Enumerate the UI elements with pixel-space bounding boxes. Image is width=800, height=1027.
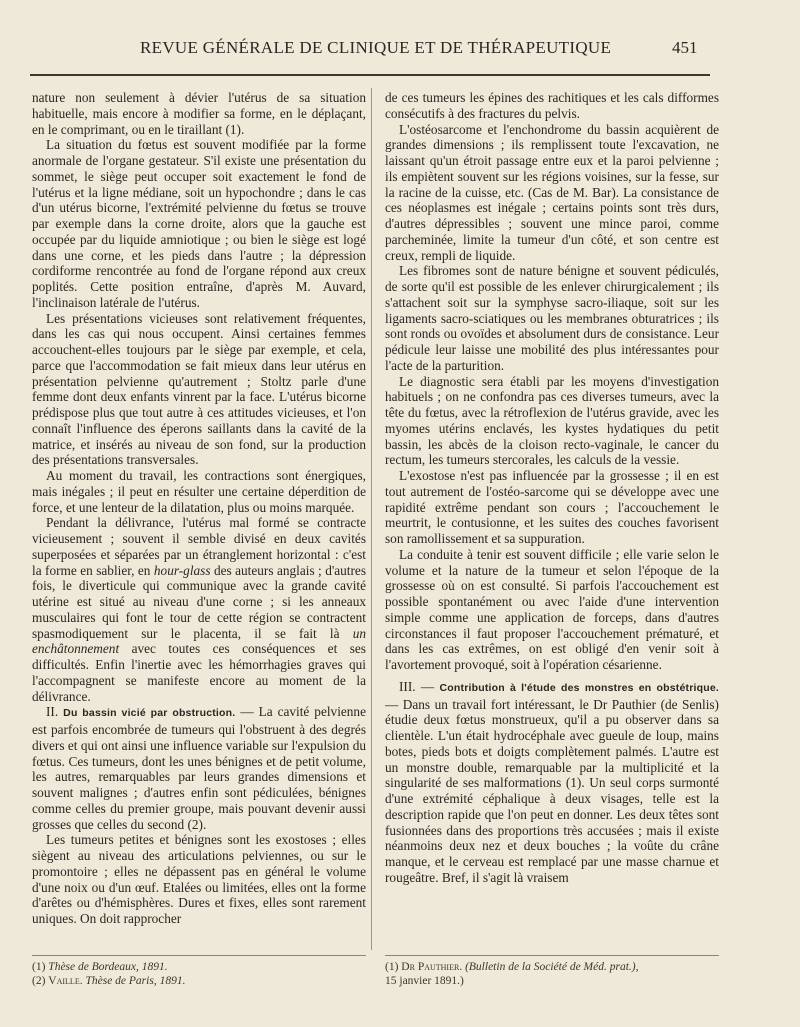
footnote-mark: (1) [32, 961, 49, 973]
section-number: II. [46, 704, 64, 720]
paragraph: L'ostéosarcome et l'enchondrome du bassin acquièrent de grandes dimensions ; ils remplissent toute l'excavation, ne laissant qu'un étroit passage entre eux et la paroi pelvienne ; ils empiètent souvent sur les régions voisines, sur la fesse, sur la racine de la cuisse, etc. (Cas de M. Bar). La consistance de ces néoplasmes est inégale ; certains points sont très durs, d'autres dépressibles ; souvent une mince paroi, comme parcheminée, limite la tumeur d'un côté, et son centre est creux, rempli de liquide. [385, 121, 719, 263]
footnotes-left [32, 960, 366, 988]
paragraph: Les tumeurs petites et bénignes sont les exostoses ; elles siègent au niveau des articulations pelviennes, ou sur le promontoire ; elles ne dépassent pas en général le volume d'une noix ou d'un œuf. Etalées ou limitées, elles ont la forme d'arêtes ou d'hémisphères. Dures et fixes, elles sont rarement uniques. On doit rapprocher [32, 832, 366, 926]
text-run: Pendant la délivrance, l'utérus mal formé se contracte vicieusement ; souvent il semble divisé en deux cavités superposées et séparées par un étranglement horizontal : c'est la forme en sablier, en [32, 515, 366, 578]
text-run: — La cavité pelvienne est parfois encombrée de tumeurs qui l'obstruent à des degrés divers et qui ont ainsi une influence variable sur l'expulsion du fœtus. Ces tumeurs, dont les unes bénignes et de petit volume, les autres, remarquables par leurs grandes dimensions et souvent malignes ; d'autres enfin sont pédiculées, bénignes comme celles du premier groupe, mais pouvant devenir aussi grosses que celles du second (2). [32, 704, 366, 832]
paragraph: La situation du fœtus est souvent modifiée par la forme anormale de l'organe gestateur. S'il existe une présentation du sommet, le siège peut occuper soit exactement le fond de l'utérus et la ligne médiane, soit un hypochondre ; dans le cas d'un utérus bicorne, l'extrémité pelvienne du fœtus se trouve par exemple dans la corne droite, alors que la gauche est occupée par du liquide amniotique ; ou bien le siège est logé dans une corne, et les pieds dans l'autre ; la dépression cordiforme rencontrée au fond de l'organe répond aux creux poplités. Cette position entraîne, d'après M. Auvard, l'inclinaison latérale de l'utérus. [32, 137, 366, 310]
paragraph: L'exostose n'est pas influencée par la grossesse ; il en est tout autrement de l'ostéo-sarcome qui se développe avec une rapidité extrême pendant son cours ; l'accouchement le meurtrit, le contusionne, et les suites des couches favorisent son ramollissement et sa suppuration. [385, 468, 719, 546]
right-column [385, 90, 719, 952]
left-column [32, 90, 366, 952]
footnote-rule [32, 955, 366, 956]
footnote-author: Vaille. [48, 975, 83, 987]
footnote [385, 960, 719, 974]
paragraph: Au moment du travail, les contractions sont énergiques, mais inégales ; il peut en résulter une certaine déperdition de force, et une lenteur de la dilatation, plus ou moins marquée. [32, 468, 366, 515]
text-run: — Dans un travail fort intéressant, le Dr Pauthier (de Senlis) étudie deux fœtus monstrueux, qu'il a pu observer dans sa clientèle. L'un était hydrocéphale avec gueule de loup, mains botes, pieds bots et doigts complètement palmés. L'autre est un monstre double, remarquable par la multiplicité et la singularité de ses malformations (1). Un seul corps surmonté d'une extrémité céphalique à deux visages, telle est la description rapide que l'on peut en donner. Les deux têtes sont fusionnées dans des proportions très accusées ; mais il existe néanmoins deux nez et deux bouches ; la voûte du crâne manque, et le cerveau est remplacé par une masse charnue et rougeâtre. Bref, il s'agit là vraisem [385, 696, 719, 885]
footnote-text: (Bulletin de la Société de Méd. prat.), [462, 961, 639, 973]
footnote-mark: (2) [32, 975, 49, 987]
page-header [0, 34, 800, 64]
paragraph: de ces tumeurs les épines des rachitiques et les cals difformes consécutifs à des fractures du pelvis. [385, 90, 719, 121]
section-number: III. — [399, 678, 440, 694]
page-number: 451 [672, 38, 698, 57]
italic-term: un enchâtonnement [32, 625, 366, 657]
paragraph: Les fibromes sont de nature bénigne et souvent pédiculés, de sorte qu'il est possible de les enlever chirurgicalement ; ils s'attachent soit sur la symphyse sacro-iliaque, soit sur les ligaments sacro-sciatiques ou les membranes obturatrices ; ils sont ronds ou ovoïdes et absolument durs de consistance. Leur pédicule leur laisse une mobilité des plus intéressantes pour l'acte de la parturition. [385, 263, 719, 373]
paragraph: La conduite à tenir est souvent difficile ; elle varie selon le volume et la nature de la tumeur et selon l'époque de la grossesse où on est consulté. Si parfois l'accouchement est possible spontanément ou avec l'aide d'une intervention simple comme une application de forceps, dans d'autres circonstances il faut proposer l'accouchement prématuré, et dans les cas extrêmes, on est obligé d'en venir soit à l'avortement provoqué, soit à l'opération césarienne. [385, 546, 719, 672]
footnote-text: Thèse de Paris, 1891. [82, 975, 186, 987]
section-heading: Du bassin vicié par obstruction. [63, 707, 236, 720]
footnote-text: Thèse de Bordeaux, 1891. [48, 961, 168, 973]
footnote [32, 960, 366, 974]
paragraph [32, 515, 366, 704]
header-rule [30, 74, 710, 76]
section-heading: Contribution à l'étude des monstres en obstétrique. [439, 681, 719, 694]
footnote-author: Dr Pauthier. [401, 961, 463, 973]
footnotes-right [385, 960, 719, 988]
section-paragraph [385, 679, 719, 886]
italic-term: hour-glass [153, 562, 211, 578]
section-paragraph [32, 704, 366, 832]
column-divider [371, 88, 372, 950]
footnote-mark: (1) [385, 961, 402, 973]
paragraph: Le diagnostic sera établi par les moyens d'investigation habituels ; on ne confondra pas ces diverses tumeurs, avec la tête du fœtus, avec la rétroflexion de l'utérus gravide, avec les myomes utérins enclavés, les kystes hydatiques du petit bassin, les abcès de la cloison recto-vaginale, le cancer du rectum, les tumeurs stercorales, les calculs de la vessie. [385, 373, 719, 468]
paragraph: Les présentations vicieuses sont relativement fréquentes, dans les cas qui nous occupent. Ainsi certaines femmes accouchent-elles toujours par le siège par exemple, et cela, parce que l'accommodation se fait mieux dans leur utérus en présentation pelvienne qu'autrement ; Stoltz parle d'une femme dont deux enfants vinrent par la face. L'utérus bicorne prédispose plus que tout autre à ces attitudes vicieuses, et l'on connaît l'influence des éperons saillants dans la cavité de la matrice, et insérés au niveau de son fond, sur la production des présentations transversales. [32, 310, 366, 468]
footnote-rule [385, 955, 719, 956]
footnote [32, 974, 366, 988]
running-title: REVUE GÉNÉRALE DE CLINIQUE ET DE THÉRAPEUTIQUE [140, 38, 612, 57]
text-run: des auteurs anglais ; d'autres fois, le diverticule qui communique avec la grande cavité utérine est situé au niveau d'une corne ; si les anneaux musculaires qui font le tour de cette région se contractent spasmodiquement sur le placenta, il se fait là [32, 562, 366, 641]
text-run: avec toutes ces conséquences et ses difficultés. Enfin l'inertie avec les hémorrhagies graves qui l'accompagnent se manifeste encore au moment de la délivrance. [32, 641, 366, 704]
footnote-date: 15 janvier 1891.) [385, 975, 464, 987]
paragraph: nature non seulement à dévier l'utérus de sa situation habituelle, mais encore à modifier sa forme, en le déplaçant, en le comprimant, ou en le tiraillant (1). [32, 90, 366, 137]
